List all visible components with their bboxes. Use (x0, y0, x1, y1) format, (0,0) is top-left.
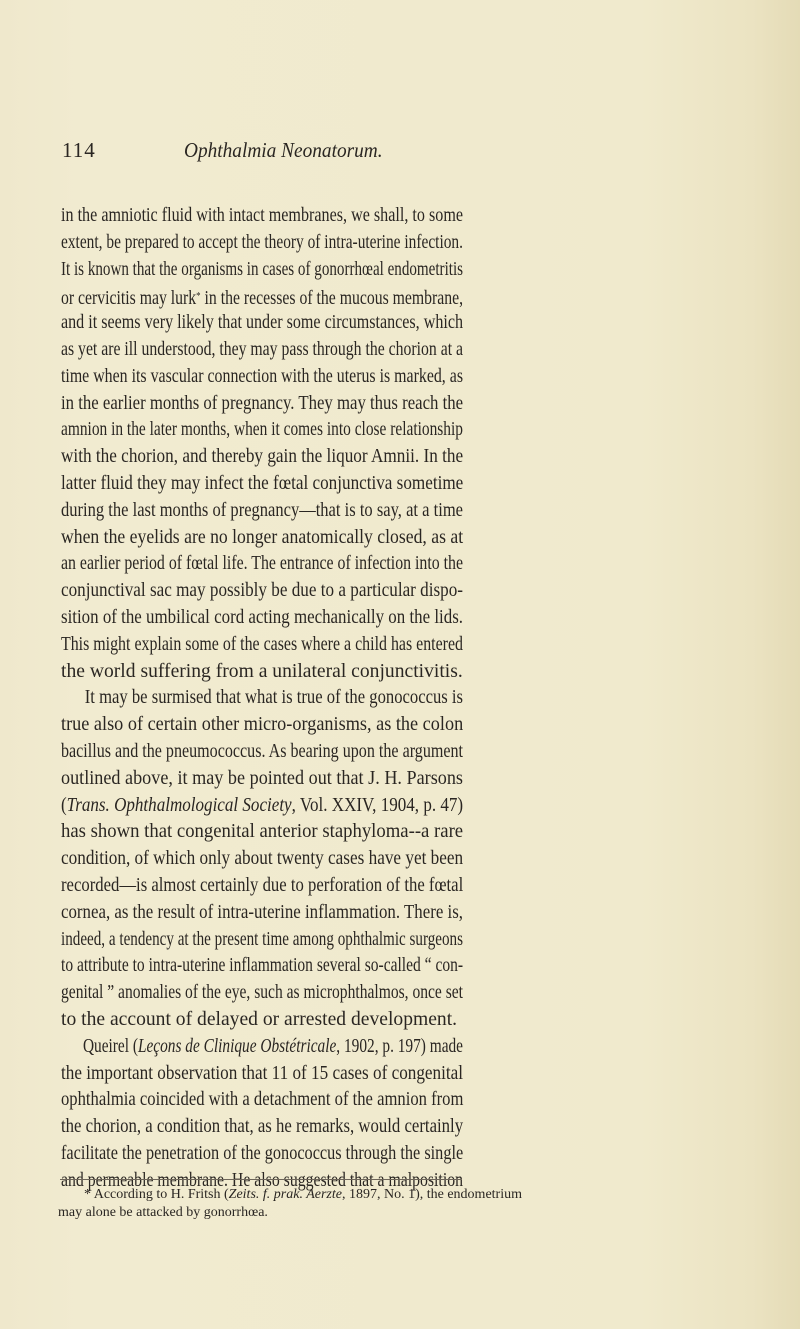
text-line: latter fluid they may infect the fœtal conjunctiva sometime (61, 472, 464, 494)
text-line: sition of the umbilical cord acting mechanically on the lids. (61, 606, 463, 628)
text-fragment: , 1897, No. 1), the endometrium (341, 1187, 522, 1202)
citation-line (61, 793, 463, 820)
paren: ( (61, 794, 67, 816)
text-line: in the earlier months of pregnancy. They may thus reach the (61, 392, 464, 414)
text-line: condition, of which only about twenty cases have yet been (61, 848, 464, 870)
text-line-with-footnote-mark (61, 283, 463, 310)
text-line: the chorion, a condition that, as he remarks, would certainly (61, 1116, 464, 1138)
text-line: the world suffering from a unilateral conjunctivitis. (61, 660, 463, 682)
text-line: facilitate the penetration of the gonococcus through the single (61, 1142, 464, 1164)
footnote (58, 1186, 522, 1221)
footnote-reference[interactable]: * (196, 290, 201, 303)
text-line: in the amniotic fluid with intact membranes, we shall, to some (61, 205, 463, 226)
journal-title: Zeits. f. prak. Aerzte (228, 1187, 342, 1202)
text-line: ophthalmia coincided with a detachment of the amnion from (61, 1089, 464, 1111)
text-line: cornea, as the result of intra-uterine inflammation. There is, (61, 901, 463, 923)
author: Queirel ( (82, 1035, 138, 1057)
text-line: genital ” anomalies of the eye, such as microphthalmos, once set (61, 982, 464, 1004)
text-line: and it seems very likely that under some circumstances, which (61, 312, 463, 334)
text-line: to the account of delayed or arrested development. (61, 1008, 458, 1030)
text-line: the important observation that 11 of 15 cases of congenital (61, 1062, 464, 1084)
text-line: an earlier period of fœtal life. The entrance of infection into the (61, 553, 463, 575)
page-number: 114 (62, 138, 96, 162)
text-line: conjunctival sac may possibly be due to a particular dispo- (61, 580, 463, 602)
text-line: as yet are ill understood, they may pass through the chorion at a (61, 338, 464, 360)
text-line: true also of certain other micro-organisms, as the colon (61, 714, 464, 736)
text-fragment: or cervicitis may lurk (61, 288, 197, 310)
paragraph-start-line: It may be surmised that what is true of the gonococcus is (84, 687, 464, 709)
text-line: to attribute to intra-uterine inflammation several so-called “ con- (61, 955, 464, 977)
text-line: time when its vascular connection with the uterus is marked, as (61, 365, 463, 387)
footnote-divider (60, 1179, 462, 1180)
text-line: It is known that the organisms in cases of gonorrhœal endometritis (61, 258, 464, 280)
footnote-line: may alone be attacked by gonorrhœa. (58, 1204, 268, 1220)
text-fragment: in the recesses of the mucous membrane, (200, 288, 464, 310)
text-line: has shown that congenital anterior staphyloma--a rare (61, 821, 464, 843)
text-line: with the chorion, and thereby gain the liquor Amnii. In the (61, 446, 464, 468)
text-line: recorded—is almost certainly due to perforation of the fœtal (61, 874, 464, 896)
text-line: This might explain some of the cases where a child has entered (61, 633, 463, 655)
citation-details: , Vol. XXIV, 1904, p. 47) (291, 794, 464, 816)
text-line: during the last months of pregnancy—that is to say, at a time (61, 499, 463, 521)
text-line: when the eyelids are no longer anatomically closed, as at (61, 526, 464, 548)
citation-line (61, 1034, 463, 1061)
text-fragment: According to H. Fritsh ( (93, 1187, 229, 1202)
body-text (61, 203, 463, 1194)
footnote-line (58, 1186, 522, 1204)
journal-title: Trans. Ophthalmological Society (66, 794, 292, 816)
text-line: amnion in the later months, when it comes into close relationship (61, 419, 463, 441)
footnote-mark: * (84, 1187, 91, 1202)
citation-details: , 1902, p. 197) made (336, 1035, 464, 1057)
text-line: and permeable membrane. He also suggested that a malposition (61, 1169, 463, 1191)
running-head (62, 138, 482, 168)
book-title: Leçons de Clinique Obstétricale (137, 1035, 337, 1057)
text-line: extent, be prepared to accept the theory of intra-uterine infection. (61, 231, 463, 253)
running-title: Ophthalmia Neonatorum. (184, 138, 383, 162)
text-line: outlined above, it may be pointed out that J. H. Parsons (61, 767, 463, 789)
text-line: indeed, a tendency at the present time among ophthalmic surgeons (61, 928, 463, 950)
text-line: bacillus and the pneumococcus. As bearing upon the argument (61, 740, 463, 762)
